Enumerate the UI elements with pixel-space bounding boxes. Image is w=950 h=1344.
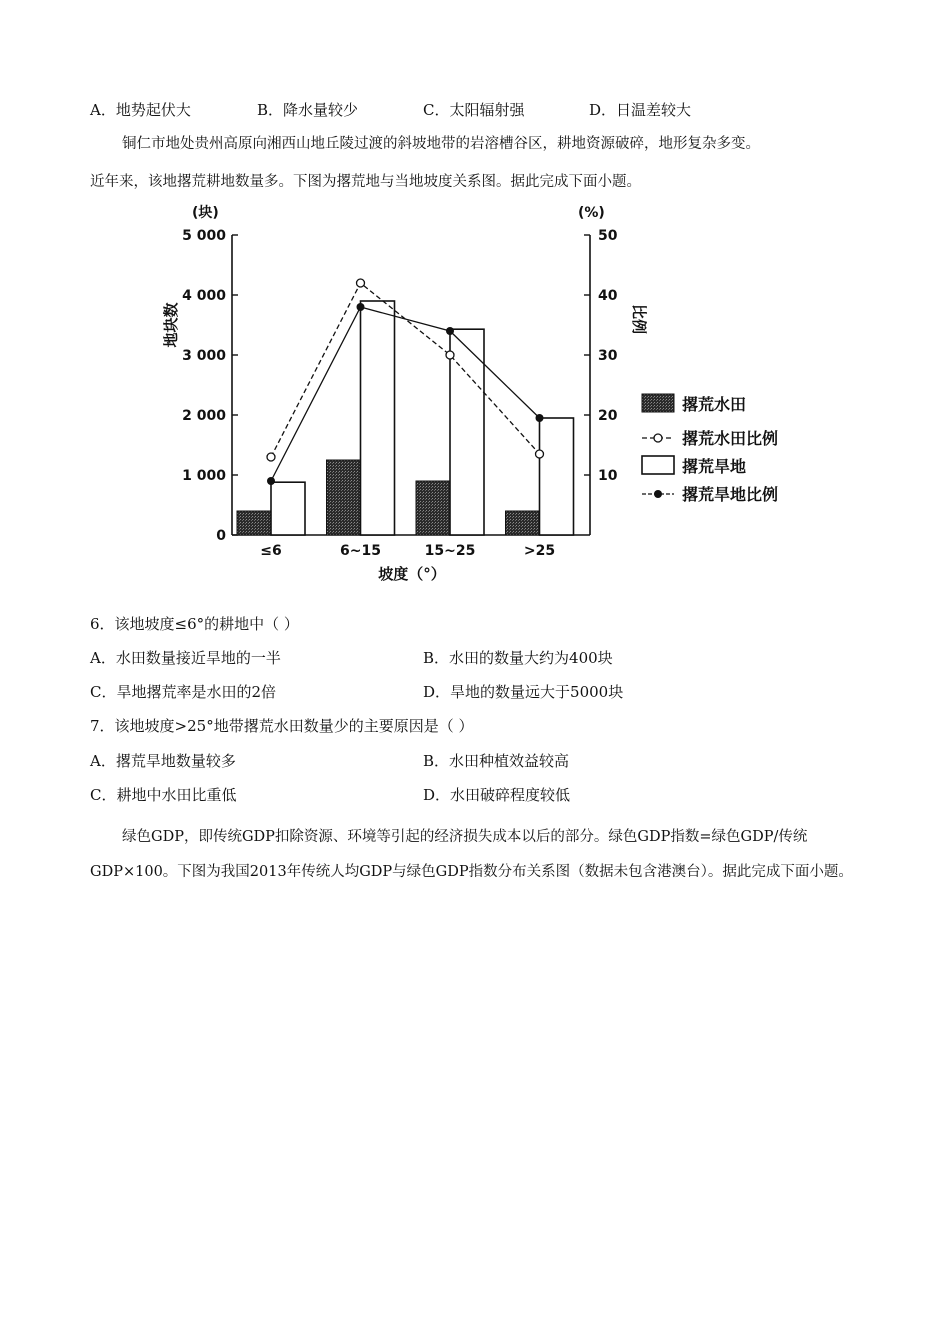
left-tick-label: 0	[216, 528, 226, 544]
bar-paddy-3	[506, 511, 540, 535]
slope-abandoned-land-chart	[150, 195, 810, 595]
left-tick-label: 2 000	[182, 408, 226, 424]
q6-option-c: C．旱地撂荒率是水田的2倍	[90, 683, 277, 701]
left-tick-label: 4 000	[182, 288, 226, 304]
bar-paddy-0	[237, 511, 271, 535]
x-tick-label: ≤6	[260, 543, 282, 559]
x-tick-label: 6~15	[340, 543, 381, 559]
passage-green-gdp: 绿色GDP，即传统GDP扣除资源、环境等引起的经济损失成本以后的部分。绿色GDP指数=绿色GDP/传统GDP×100。下图为我国2013年传统人均GDP与绿色GDP指数分布关系图（数据未包含港澳台）。据此完成下面小题。	[90, 829, 853, 880]
bar-dry-1	[361, 301, 395, 535]
right-axis-title: 比例	[630, 303, 648, 335]
left-axis-unit: (块)	[192, 205, 219, 221]
point-dry-ratio-0	[267, 477, 275, 485]
q6-option-d: D．旱地的数量远大于5000块	[423, 683, 624, 701]
legend-swatch-dry	[642, 456, 674, 474]
q5-option-c: C．太阳辐射强	[423, 101, 525, 119]
bar-paddy-1	[327, 460, 361, 535]
q7-option-a: A．撂荒旱地数量较多	[90, 752, 236, 770]
legend-label: 撂荒旱地	[682, 457, 747, 476]
left-tick-label: 1 000	[182, 468, 226, 484]
point-dry-ratio-3	[536, 414, 544, 422]
left-tick-label: 3 000	[182, 348, 226, 364]
legend-label: 撂荒水田	[682, 395, 747, 414]
passage-line-1: 铜仁市地处贵州高原向湘西山地丘陵过渡的斜坡地带的岩溶槽谷区，耕地资源破碎，地形复杂多变。	[122, 136, 760, 152]
x-tick-label: 15~25	[424, 543, 476, 559]
bar-dry-3	[540, 418, 574, 535]
bar-dry-2	[450, 329, 484, 535]
right-tick-label: 50	[598, 228, 618, 244]
right-tick-label: 10	[598, 468, 618, 484]
right-tick-label: 20	[598, 408, 618, 424]
legend-label: 撂荒水田比例	[682, 429, 779, 448]
legend-item-3	[642, 485, 778, 504]
x-tick-label: >25	[523, 543, 556, 559]
legend-marker-dry-ratio	[654, 490, 662, 498]
point-paddy-ratio-0	[267, 453, 275, 461]
x-axis-title: 坡度（°）	[378, 565, 446, 583]
left-axis-title: 地块数	[162, 302, 180, 348]
left-tick-label: 5 000	[182, 228, 226, 244]
legend-item-1	[642, 429, 778, 448]
legend-item-0	[642, 394, 746, 414]
line-dry-ratio	[271, 307, 540, 481]
point-paddy-ratio-3	[536, 450, 544, 458]
point-paddy-ratio-1	[357, 279, 365, 287]
q6-option-a: A．水田数量接近旱地的一半	[90, 649, 281, 667]
q5-option-b: B．降水量较少	[257, 101, 359, 119]
right-tick-label: 30	[598, 348, 618, 364]
passage-line-2: 近年来，该地撂荒耕地数量多。下图为撂荒地与当地坡度关系图。据此完成下面小题。	[90, 174, 641, 190]
q7-option-c: C．耕地中水田比重低	[90, 786, 237, 804]
q7-option-b: B．水田种植效益较高	[423, 752, 570, 770]
point-paddy-ratio-2	[446, 351, 454, 359]
right-tick-label: 40	[598, 288, 618, 304]
line-paddy-ratio	[271, 283, 540, 457]
point-dry-ratio-2	[446, 327, 454, 335]
legend-swatch-paddy	[642, 394, 674, 412]
right-axis-unit: (%)	[578, 205, 605, 221]
q5-option-d: D．日温差较大	[589, 101, 692, 119]
bar-dry-0	[271, 482, 305, 535]
bar-paddy-2	[416, 481, 450, 535]
legend-label: 撂荒旱地比例	[682, 485, 779, 504]
q5-option-a: A．地势起伏大	[90, 101, 191, 119]
legend-marker-paddy-ratio	[654, 434, 662, 442]
legend-item-2	[642, 456, 746, 476]
q7-option-d: D．水田破碎程度较低	[423, 786, 571, 804]
q7-stem: 7．该地坡度>25°地带撂荒水田数量少的主要原因是（ ）	[90, 717, 474, 735]
point-dry-ratio-1	[357, 303, 365, 311]
q6-stem: 6．该地坡度≤6°的耕地中（ ）	[90, 615, 299, 633]
q6-option-b: B．水田的数量大约为400块	[423, 649, 613, 667]
